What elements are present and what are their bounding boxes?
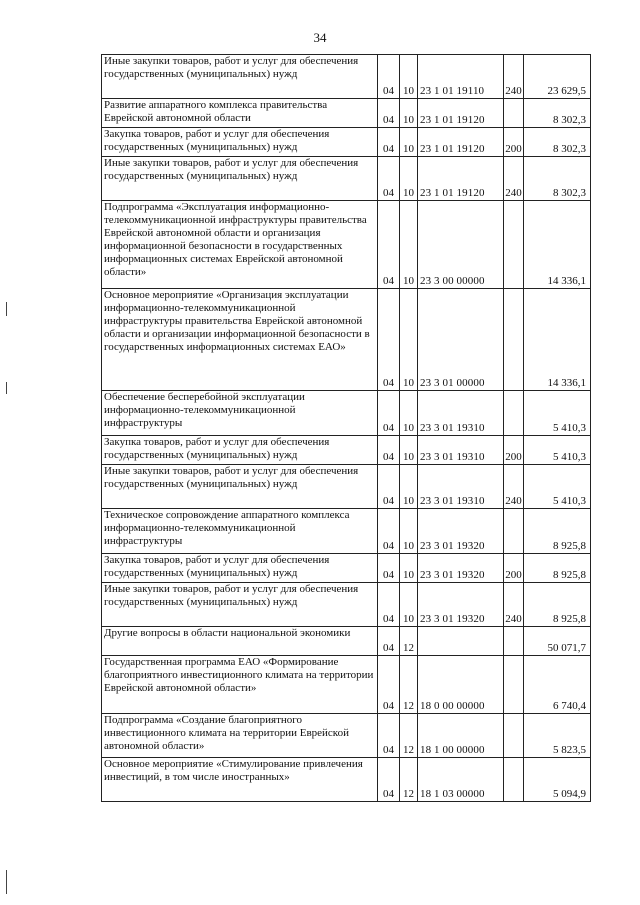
row-name: Закупка товаров, работ и услуг для обеспечения государственных (муниципальных) нужд: [102, 128, 378, 157]
row-target-article: 23 3 01 19310: [418, 436, 504, 465]
row-name: Закупка товаров, работ и услуг для обеспечения государственных (муниципальных) нужд: [102, 554, 378, 583]
row-amount: 23 629,5: [524, 55, 591, 99]
row-expense-type: 200: [504, 436, 524, 465]
table-row: [102, 391, 591, 436]
row-subsection: 10: [400, 583, 418, 627]
row-target-article: [418, 627, 504, 656]
row-subsection: 10: [400, 55, 418, 99]
row-name: Закупка товаров, работ и услуг для обеспечения государственных (муниципальных) нужд: [102, 436, 378, 465]
row-amount: 8 302,3: [524, 128, 591, 157]
row-section: 04: [378, 583, 400, 627]
row-name: Основное мероприятие «Организация эксплуатации информационно-телекоммуникационной инфраструктуры правительства Еврейской автономной области и организации информационной безопасности в государственных информационных системах ЕАО»: [102, 289, 378, 391]
row-amount: 14 336,1: [524, 289, 591, 391]
table-row: [102, 201, 591, 289]
row-section: 04: [378, 289, 400, 391]
row-subsection: 10: [400, 509, 418, 554]
row-expense-type: 200: [504, 128, 524, 157]
table-row: [102, 128, 591, 157]
row-name: Государственная программа ЕАО «Формирование благоприятного инвестиционного климата на территории Еврейской автономной области»: [102, 656, 378, 714]
table-row: [102, 436, 591, 465]
row-name: Другие вопросы в области национальной экономики: [102, 627, 378, 656]
row-expense-type: [504, 627, 524, 656]
row-target-article: 23 3 01 19310: [418, 391, 504, 436]
table-row: [102, 465, 591, 509]
margin-mark: [6, 302, 7, 316]
row-name: Иные закупки товаров, работ и услуг для обеспечения государственных (муниципальных) нужд: [102, 157, 378, 201]
row-target-article: 23 3 01 19320: [418, 509, 504, 554]
row-expense-type: [504, 758, 524, 802]
row-target-article: 23 1 01 19120: [418, 99, 504, 128]
row-name: Основное мероприятие «Стимулирование привлечения инвестиций, в том числе иностранных»: [102, 758, 378, 802]
row-expense-type: 240: [504, 55, 524, 99]
budget-table: [101, 54, 591, 802]
row-subsection: 10: [400, 391, 418, 436]
row-amount: 5 094,9: [524, 758, 591, 802]
row-subsection: 12: [400, 714, 418, 758]
row-expense-type: [504, 509, 524, 554]
row-target-article: 18 1 03 00000: [418, 758, 504, 802]
row-name: Подпрограмма «Эксплуатация информационно-телекоммуникационной инфраструктуры правительства Еврейской автономной области и организация информационной безопасности в государственных информационных системах Еврейской автономной области»: [102, 201, 378, 289]
row-section: 04: [378, 128, 400, 157]
row-name: Иные закупки товаров, работ и услуг для обеспечения государственных (муниципальных) нужд: [102, 55, 378, 99]
row-amount: 6 740,4: [524, 656, 591, 714]
row-target-article: 23 1 01 19120: [418, 128, 504, 157]
row-name: Иные закупки товаров, работ и услуг для обеспечения государственных (муниципальных) нужд: [102, 583, 378, 627]
row-amount: 8 302,3: [524, 99, 591, 128]
row-section: 04: [378, 55, 400, 99]
table-row: [102, 583, 591, 627]
row-expense-type: [504, 714, 524, 758]
row-subsection: 10: [400, 554, 418, 583]
row-expense-type: 240: [504, 157, 524, 201]
row-amount: 8 302,3: [524, 157, 591, 201]
row-name: Иные закупки товаров, работ и услуг для обеспечения государственных (муниципальных) нужд: [102, 465, 378, 509]
row-amount: 8 925,8: [524, 509, 591, 554]
row-target-article: 18 1 00 00000: [418, 714, 504, 758]
row-name: Подпрограмма «Создание благоприятного инвестиционного климата на территории Еврейской автономной области»: [102, 714, 378, 758]
table-row: [102, 289, 591, 391]
row-section: 04: [378, 554, 400, 583]
row-subsection: 12: [400, 758, 418, 802]
row-subsection: 10: [400, 289, 418, 391]
row-section: 04: [378, 99, 400, 128]
row-section: 04: [378, 758, 400, 802]
row-section: 04: [378, 201, 400, 289]
row-subsection: 10: [400, 99, 418, 128]
row-section: 04: [378, 656, 400, 714]
row-expense-type: [504, 656, 524, 714]
row-expense-type: 200: [504, 554, 524, 583]
row-section: 04: [378, 509, 400, 554]
row-amount: 14 336,1: [524, 201, 591, 289]
row-section: 04: [378, 391, 400, 436]
table-row: [102, 55, 591, 99]
row-amount: 8 925,8: [524, 583, 591, 627]
row-name: Техническое сопровождение аппаратного комплекса информационно-телекоммуникационной инфраструктуры: [102, 509, 378, 554]
row-subsection: 10: [400, 157, 418, 201]
table-body: [102, 55, 591, 802]
row-name: Развитие аппаратного комплекса правительства Еврейской автономной области: [102, 99, 378, 128]
row-section: 04: [378, 627, 400, 656]
row-expense-type: [504, 99, 524, 128]
row-subsection: 12: [400, 627, 418, 656]
row-target-article: 18 0 00 00000: [418, 656, 504, 714]
row-target-article: 23 1 01 19120: [418, 157, 504, 201]
row-amount: 5 823,5: [524, 714, 591, 758]
row-subsection: 12: [400, 656, 418, 714]
row-section: 04: [378, 157, 400, 201]
table-row: [102, 157, 591, 201]
table-row: [102, 656, 591, 714]
row-expense-type: 240: [504, 465, 524, 509]
row-target-article: 23 3 01 00000: [418, 289, 504, 391]
table-row: [102, 509, 591, 554]
row-amount: 5 410,3: [524, 391, 591, 436]
row-target-article: 23 3 00 00000: [418, 201, 504, 289]
row-expense-type: 240: [504, 583, 524, 627]
row-expense-type: [504, 391, 524, 436]
row-target-article: 23 1 01 19110: [418, 55, 504, 99]
row-amount: 5 410,3: [524, 436, 591, 465]
margin-mark: [6, 382, 7, 394]
row-expense-type: [504, 289, 524, 391]
row-subsection: 10: [400, 201, 418, 289]
row-amount: 5 410,3: [524, 465, 591, 509]
table-row: [102, 554, 591, 583]
page-number: 34: [313, 30, 327, 45]
margin-mark: [6, 870, 7, 894]
row-subsection: 10: [400, 436, 418, 465]
row-section: 04: [378, 465, 400, 509]
table-row: [102, 714, 591, 758]
table-row: [102, 758, 591, 802]
row-target-article: 23 3 01 19320: [418, 583, 504, 627]
row-target-article: 23 3 01 19310: [418, 465, 504, 509]
table-row: [102, 627, 591, 656]
table-row: [102, 99, 591, 128]
row-section: 04: [378, 714, 400, 758]
row-section: 04: [378, 436, 400, 465]
row-amount: 50 071,7: [524, 627, 591, 656]
row-target-article: 23 3 01 19320: [418, 554, 504, 583]
row-subsection: 10: [400, 128, 418, 157]
row-amount: 8 925,8: [524, 554, 591, 583]
row-name: Обеспечение бесперебойной эксплуатации информационно-телекоммуникационной инфраструктуры: [102, 391, 378, 436]
row-subsection: 10: [400, 465, 418, 509]
row-expense-type: [504, 201, 524, 289]
